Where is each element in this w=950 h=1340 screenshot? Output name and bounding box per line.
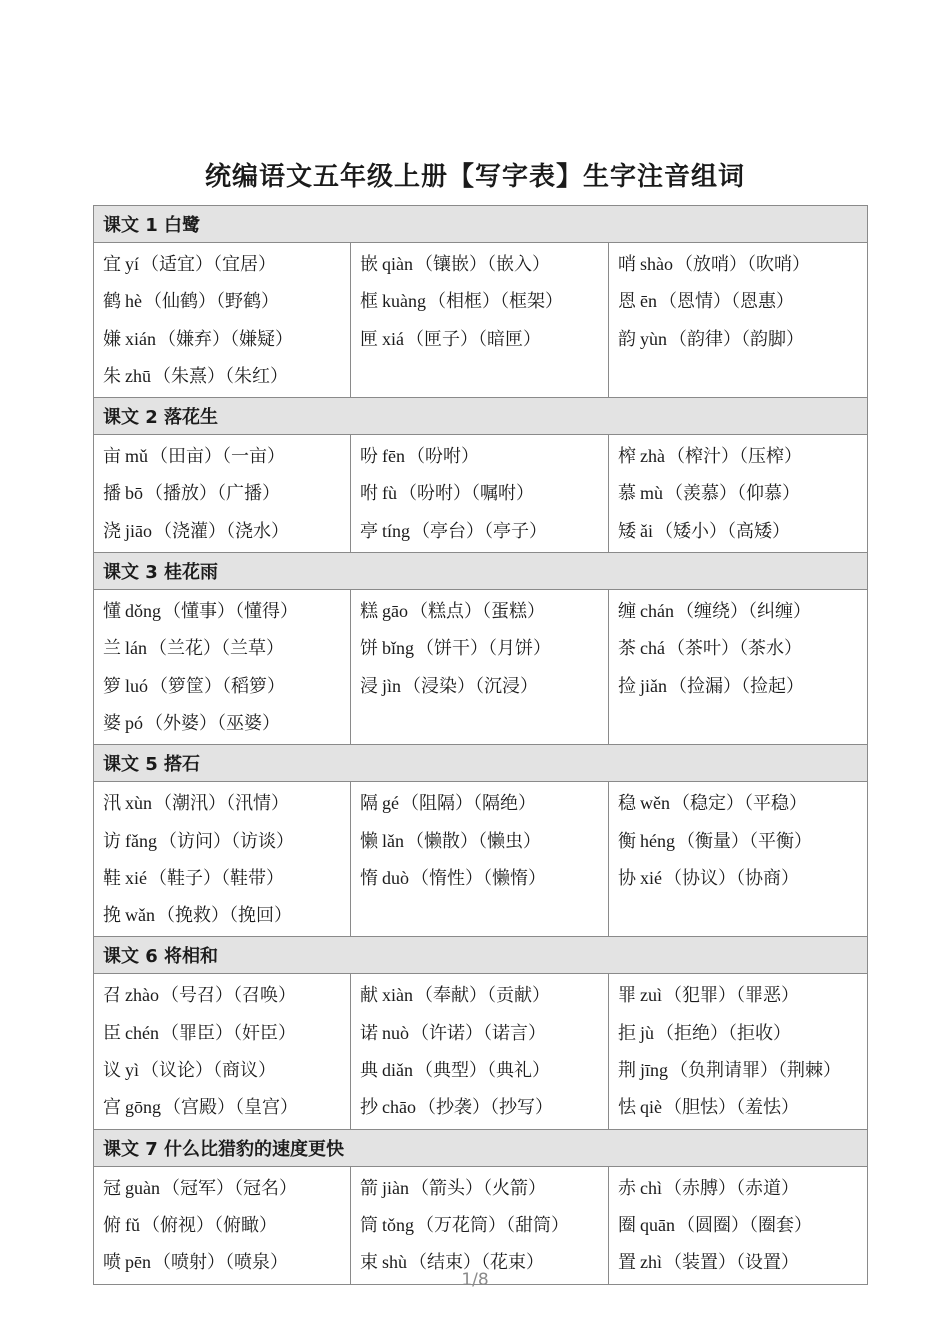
character: 慕 bbox=[618, 483, 636, 505]
pinyin: pēn bbox=[125, 1252, 151, 1273]
pinyin: chán bbox=[640, 601, 674, 622]
example-words: （榨汁）（压榨） bbox=[666, 446, 802, 468]
pinyin: wěn bbox=[640, 793, 670, 814]
character: 恩 bbox=[618, 291, 636, 313]
character-entry bbox=[618, 668, 867, 705]
pinyin: zhū bbox=[125, 365, 151, 386]
pinyin: gāo bbox=[382, 601, 408, 622]
example-words: （适宜）（宜居） bbox=[141, 254, 277, 275]
example-words: （镶嵌）（嵌入） bbox=[415, 254, 550, 275]
character: 诺 bbox=[360, 1022, 378, 1044]
lesson-column bbox=[609, 1166, 868, 1284]
character: 吩 bbox=[360, 446, 378, 468]
pinyin: dǒng bbox=[125, 601, 161, 622]
character-entry bbox=[360, 860, 608, 897]
example-words: （惰性）（懒惰） bbox=[411, 867, 546, 889]
example-words: （兰花）（兰草） bbox=[149, 638, 284, 660]
example-words: （号召）（召唤） bbox=[160, 985, 296, 1007]
example-words: （朱熹）（朱红） bbox=[153, 365, 288, 387]
pinyin: wǎn bbox=[125, 905, 155, 926]
lesson-column bbox=[351, 243, 609, 398]
example-words: （捡漏）（捡起） bbox=[669, 675, 804, 697]
pinyin: gé bbox=[382, 793, 399, 814]
character-entry bbox=[618, 513, 867, 550]
character-entry bbox=[360, 1052, 608, 1089]
lesson-header-row bbox=[94, 937, 868, 974]
example-words: （放哨）（吹哨） bbox=[675, 254, 810, 275]
character: 束 bbox=[360, 1252, 378, 1274]
lesson-header-row bbox=[94, 398, 868, 435]
character-entry bbox=[360, 668, 608, 705]
character: 韵 bbox=[618, 328, 636, 350]
example-words: （缠绕）（纠缠） bbox=[675, 601, 811, 623]
pinyin: tǒng bbox=[382, 1214, 415, 1235]
pinyin: zuì bbox=[640, 985, 662, 1006]
character: 罪 bbox=[618, 985, 636, 1007]
example-words: （许诺）（诺言） bbox=[411, 1022, 546, 1044]
lesson-header: 课文 5 搭石 bbox=[94, 745, 868, 782]
lesson-body-row bbox=[94, 1166, 868, 1284]
character: 筒 bbox=[360, 1214, 378, 1236]
example-words: （匣子）（暗匣） bbox=[406, 328, 541, 350]
character-entry bbox=[360, 977, 608, 1014]
character-entry bbox=[103, 860, 350, 897]
character: 嫌 bbox=[103, 328, 121, 350]
character-entry bbox=[618, 438, 867, 475]
character: 鞋 bbox=[103, 867, 121, 889]
character-entry bbox=[360, 1207, 608, 1244]
character: 糕 bbox=[360, 601, 378, 623]
lesson-column bbox=[351, 590, 609, 745]
lesson-column bbox=[609, 974, 868, 1129]
character: 议 bbox=[103, 1060, 121, 1082]
pinyin: xiá bbox=[382, 328, 404, 349]
character-entry bbox=[618, 1052, 867, 1089]
character-entry bbox=[360, 823, 608, 860]
character-entry bbox=[103, 1015, 350, 1052]
character: 协 bbox=[618, 867, 636, 889]
character: 懂 bbox=[103, 601, 121, 623]
character: 矮 bbox=[618, 520, 636, 542]
example-words: （喷射）（喷泉） bbox=[153, 1252, 288, 1274]
pinyin: qiàn bbox=[382, 254, 413, 274]
example-words: （仙鹤）（野鹤） bbox=[144, 291, 279, 313]
character: 喷 bbox=[103, 1252, 121, 1274]
character-entry bbox=[618, 1207, 867, 1244]
pinyin: duò bbox=[382, 867, 409, 888]
pinyin: zhà bbox=[640, 446, 665, 467]
example-words: （万花筒）（甜筒） bbox=[416, 1214, 570, 1236]
example-words: （懂事）（懂得） bbox=[163, 601, 298, 623]
example-words: （矮小）（高矮） bbox=[655, 520, 790, 542]
character-entry bbox=[103, 475, 350, 512]
character-entry bbox=[618, 630, 867, 667]
lesson-column bbox=[609, 243, 868, 398]
pinyin: xián bbox=[125, 328, 156, 349]
character: 匣 bbox=[360, 328, 378, 350]
character: 咐 bbox=[360, 483, 378, 505]
character-entry bbox=[360, 438, 608, 475]
character: 亩 bbox=[103, 446, 121, 468]
character: 浸 bbox=[360, 675, 378, 697]
example-words: （奉献）（贡献） bbox=[415, 985, 550, 1007]
pinyin: jiàn bbox=[382, 1177, 409, 1198]
example-words: （装置）（设置） bbox=[664, 1252, 799, 1274]
character: 朱 bbox=[103, 365, 121, 387]
character-entry bbox=[103, 358, 350, 395]
example-words: （犯罪）（罪恶） bbox=[664, 985, 799, 1007]
pinyin: lán bbox=[125, 638, 147, 659]
character: 汛 bbox=[103, 793, 121, 815]
character: 宜 bbox=[103, 254, 121, 275]
character: 稳 bbox=[618, 793, 636, 815]
character-entry bbox=[103, 246, 350, 283]
lesson-header: 课文 3 桂花雨 bbox=[94, 553, 868, 590]
example-words: （田亩）（一亩） bbox=[150, 446, 286, 468]
pinyin: bō bbox=[125, 483, 143, 504]
pinyin: jiǎn bbox=[640, 675, 667, 696]
pinyin: ēn bbox=[640, 291, 657, 312]
character-entry bbox=[103, 1170, 350, 1207]
character: 衡 bbox=[618, 830, 636, 852]
pinyin: qiè bbox=[640, 1097, 662, 1118]
lesson-header-row bbox=[94, 1129, 868, 1166]
lesson-column bbox=[609, 782, 868, 937]
lesson-column bbox=[94, 435, 351, 553]
character: 俯 bbox=[103, 1214, 121, 1236]
lesson-column bbox=[94, 974, 351, 1129]
character-entry bbox=[103, 977, 350, 1014]
example-words: （胆怯）（羞怯） bbox=[664, 1097, 799, 1119]
example-words: （浸染）（沉浸） bbox=[403, 675, 539, 697]
character-entry bbox=[360, 513, 608, 550]
lesson-column bbox=[94, 243, 351, 398]
character-entry bbox=[103, 668, 350, 705]
example-words: （负荆请罪）（荆棘） bbox=[670, 1060, 842, 1082]
pinyin: yí bbox=[125, 254, 140, 274]
character-entry bbox=[360, 1170, 608, 1207]
character-entry bbox=[360, 1015, 608, 1052]
pinyin: héng bbox=[640, 830, 675, 851]
example-words: （阻隔）（隔绝） bbox=[401, 793, 536, 815]
example-words: （吩咐） bbox=[406, 446, 479, 468]
pinyin: fǔ bbox=[125, 1214, 140, 1235]
lesson-header-row bbox=[94, 553, 868, 590]
lesson-header: 课文 6 将相和 bbox=[94, 937, 868, 974]
pinyin: jìn bbox=[382, 675, 402, 696]
example-words: （亭台）（亭子） bbox=[412, 520, 548, 542]
character: 亭 bbox=[360, 520, 378, 542]
character-entry bbox=[103, 593, 350, 630]
character-entry bbox=[618, 1170, 867, 1207]
lesson-header-row bbox=[94, 206, 868, 243]
character-entry bbox=[360, 246, 608, 283]
pinyin: fēn bbox=[382, 446, 405, 467]
example-words: （衡量）（平衡） bbox=[677, 830, 812, 852]
example-words: （浇灌）（浇水） bbox=[154, 520, 289, 542]
example-words: （相框）（框架） bbox=[428, 291, 563, 313]
pinyin: diǎn bbox=[382, 1060, 413, 1081]
example-words: （赤膊）（赤道） bbox=[664, 1177, 799, 1199]
lesson-column bbox=[351, 1166, 609, 1284]
character: 饼 bbox=[360, 638, 378, 660]
character-entry bbox=[618, 246, 867, 283]
character-entry bbox=[618, 977, 867, 1014]
pinyin: nuò bbox=[382, 1022, 409, 1043]
pinyin: kuàng bbox=[382, 291, 426, 312]
pinyin: chì bbox=[640, 1177, 662, 1198]
lesson-body-row bbox=[94, 435, 868, 553]
pinyin: quān bbox=[640, 1214, 675, 1235]
lesson-column bbox=[609, 435, 868, 553]
pinyin: jiāo bbox=[125, 520, 152, 541]
character-entry bbox=[103, 321, 350, 358]
example-words: （宫殿）（皇宫） bbox=[163, 1097, 298, 1119]
character: 哨 bbox=[618, 254, 636, 275]
pinyin: bǐng bbox=[382, 638, 415, 659]
character-entry bbox=[618, 1089, 867, 1126]
character: 框 bbox=[360, 291, 378, 313]
character-entry bbox=[618, 823, 867, 860]
character-entry bbox=[103, 1052, 350, 1089]
character-entry bbox=[103, 785, 350, 822]
example-words: （潮汛）（汛情） bbox=[154, 793, 289, 815]
page-indicator: 1/8 bbox=[461, 1270, 489, 1290]
pinyin: lǎn bbox=[382, 830, 404, 851]
example-words: （挽救）（挽回） bbox=[157, 905, 292, 927]
pinyin: chén bbox=[125, 1022, 159, 1043]
character-entry bbox=[360, 785, 608, 822]
character: 访 bbox=[103, 830, 121, 852]
lesson-column bbox=[94, 590, 351, 745]
pinyin: zhì bbox=[640, 1252, 662, 1273]
pinyin: chá bbox=[640, 638, 665, 659]
pinyin: mǔ bbox=[125, 446, 149, 467]
example-words: （恩情）（恩惠） bbox=[659, 291, 794, 313]
pinyin: pó bbox=[125, 712, 143, 733]
pinyin: shù bbox=[382, 1252, 408, 1273]
character: 惰 bbox=[360, 867, 378, 889]
character: 挽 bbox=[103, 905, 121, 927]
pinyin: gōng bbox=[125, 1097, 161, 1118]
character: 婆 bbox=[103, 712, 121, 734]
character: 宫 bbox=[103, 1097, 121, 1119]
character-entry bbox=[103, 283, 350, 320]
character-entry bbox=[360, 321, 608, 358]
pinyin: shào bbox=[640, 254, 673, 274]
vocabulary-table bbox=[93, 205, 868, 1285]
character: 圈 bbox=[618, 1214, 636, 1236]
character-entry bbox=[103, 438, 350, 475]
character: 典 bbox=[360, 1060, 378, 1082]
character-entry bbox=[103, 823, 350, 860]
lesson-body-row bbox=[94, 974, 868, 1129]
character: 荆 bbox=[618, 1060, 636, 1082]
example-words: （箭头）（火箭） bbox=[411, 1177, 546, 1199]
example-words: （抄袭）（抄写） bbox=[417, 1097, 553, 1119]
character: 鹤 bbox=[103, 291, 121, 313]
lesson-body-row bbox=[94, 590, 868, 745]
character-entry bbox=[618, 593, 867, 630]
example-words: （俯视）（俯瞰） bbox=[142, 1214, 277, 1236]
character: 臣 bbox=[103, 1022, 121, 1044]
pinyin: zhào bbox=[125, 985, 159, 1006]
pinyin: hè bbox=[125, 291, 142, 312]
page-title: 统编语文五年级上册【写字表】生字注音组词 bbox=[204, 162, 745, 192]
lesson-column bbox=[609, 590, 868, 745]
character: 嵌 bbox=[360, 254, 378, 275]
pinyin: ǎi bbox=[640, 520, 653, 541]
example-words: （懒散）（懒虫） bbox=[406, 830, 541, 852]
example-words: （稳定）（平稳） bbox=[672, 793, 807, 815]
pinyin: xiàn bbox=[382, 985, 413, 1006]
character-entry bbox=[103, 1207, 350, 1244]
character-entry bbox=[360, 1089, 608, 1126]
lesson-body-row bbox=[94, 243, 868, 398]
lesson-header: 课文 7 什么比猎豹的速度更快 bbox=[94, 1129, 868, 1166]
character-entry bbox=[103, 513, 350, 550]
lesson-column bbox=[351, 782, 609, 937]
character-entry bbox=[360, 475, 608, 512]
character-entry bbox=[618, 785, 867, 822]
lesson-column bbox=[94, 782, 351, 937]
example-words: （圆圈）（圈套） bbox=[677, 1214, 812, 1236]
character-entry bbox=[360, 630, 608, 667]
character-entry bbox=[618, 475, 867, 512]
character-entry bbox=[103, 1089, 350, 1126]
example-words: （罪臣）（奸臣） bbox=[160, 1022, 296, 1044]
example-words: （鞋子）（鞋带） bbox=[149, 867, 284, 889]
example-words: （茶叶）（茶水） bbox=[666, 638, 802, 660]
character-entry bbox=[360, 593, 608, 630]
pinyin: tíng bbox=[382, 520, 411, 541]
example-words: （糕点）（蛋糕） bbox=[410, 601, 545, 623]
example-words: （议论）（商议） bbox=[141, 1060, 277, 1082]
pinyin: yì bbox=[125, 1060, 140, 1081]
example-words: （饼干）（月饼） bbox=[416, 638, 552, 660]
lesson-header-row bbox=[94, 745, 868, 782]
example-words: （箩筐）（稻箩） bbox=[150, 675, 286, 697]
character: 缠 bbox=[618, 601, 636, 623]
pinyin: luó bbox=[125, 675, 149, 696]
character: 召 bbox=[103, 985, 121, 1007]
character: 怯 bbox=[618, 1097, 636, 1119]
character-entry bbox=[618, 283, 867, 320]
example-words: （外婆）（巫婆） bbox=[145, 712, 280, 734]
example-words: （结束）（花束） bbox=[409, 1252, 545, 1274]
character: 榨 bbox=[618, 446, 636, 468]
pinyin: jù bbox=[640, 1022, 655, 1043]
character-entry bbox=[103, 705, 350, 742]
character-entry bbox=[360, 283, 608, 320]
character: 置 bbox=[618, 1252, 636, 1274]
character-entry bbox=[103, 897, 350, 934]
character: 箭 bbox=[360, 1177, 378, 1199]
pinyin: chāo bbox=[382, 1097, 416, 1118]
character-entry bbox=[103, 630, 350, 667]
character-entry bbox=[618, 1015, 867, 1052]
lesson-body-row bbox=[94, 782, 868, 937]
character: 捡 bbox=[618, 675, 636, 697]
example-words: （羡慕）（仰慕） bbox=[665, 483, 801, 505]
pinyin: yùn bbox=[640, 328, 667, 349]
example-words: （韵律）（韵脚） bbox=[669, 328, 804, 350]
character-entry bbox=[618, 860, 867, 897]
lesson-column bbox=[351, 974, 609, 1129]
pinyin: guàn bbox=[125, 1177, 160, 1198]
example-words: （协议）（协商） bbox=[664, 867, 799, 889]
example-words: （播放）（广播） bbox=[145, 483, 280, 505]
lesson-header: 课文 2 落花生 bbox=[94, 398, 868, 435]
pinyin: xùn bbox=[125, 793, 152, 814]
pinyin: jīng bbox=[640, 1060, 669, 1081]
lesson-column bbox=[94, 1166, 351, 1284]
pinyin: fǎng bbox=[125, 830, 157, 851]
example-words: （典型）（典礼） bbox=[415, 1060, 550, 1082]
character: 浇 bbox=[103, 520, 121, 542]
lesson-header: 课文 1 白鹭 bbox=[94, 206, 868, 243]
example-words: （吩咐）（嘱咐） bbox=[399, 483, 534, 505]
pinyin: mù bbox=[640, 483, 664, 504]
example-words: （冠军）（冠名） bbox=[162, 1177, 297, 1199]
character: 献 bbox=[360, 985, 378, 1007]
character: 冠 bbox=[103, 1177, 121, 1199]
character: 茶 bbox=[618, 638, 636, 660]
example-words: （拒绝）（拒收） bbox=[656, 1022, 792, 1044]
character: 隔 bbox=[360, 793, 378, 815]
character: 播 bbox=[103, 483, 121, 505]
character-entry bbox=[618, 321, 867, 358]
character: 赤 bbox=[618, 1177, 636, 1199]
example-words: （访问）（访谈） bbox=[158, 830, 294, 852]
character: 懒 bbox=[360, 830, 378, 852]
pinyin: xié bbox=[125, 867, 147, 888]
lesson-column bbox=[351, 435, 609, 553]
pinyin: xié bbox=[640, 867, 662, 888]
character: 兰 bbox=[103, 638, 121, 660]
pinyin: fù bbox=[382, 483, 397, 504]
character: 箩 bbox=[103, 675, 121, 697]
character: 抄 bbox=[360, 1097, 378, 1119]
character: 拒 bbox=[618, 1022, 636, 1044]
example-words: （嫌弃）（嫌疑） bbox=[158, 328, 293, 350]
